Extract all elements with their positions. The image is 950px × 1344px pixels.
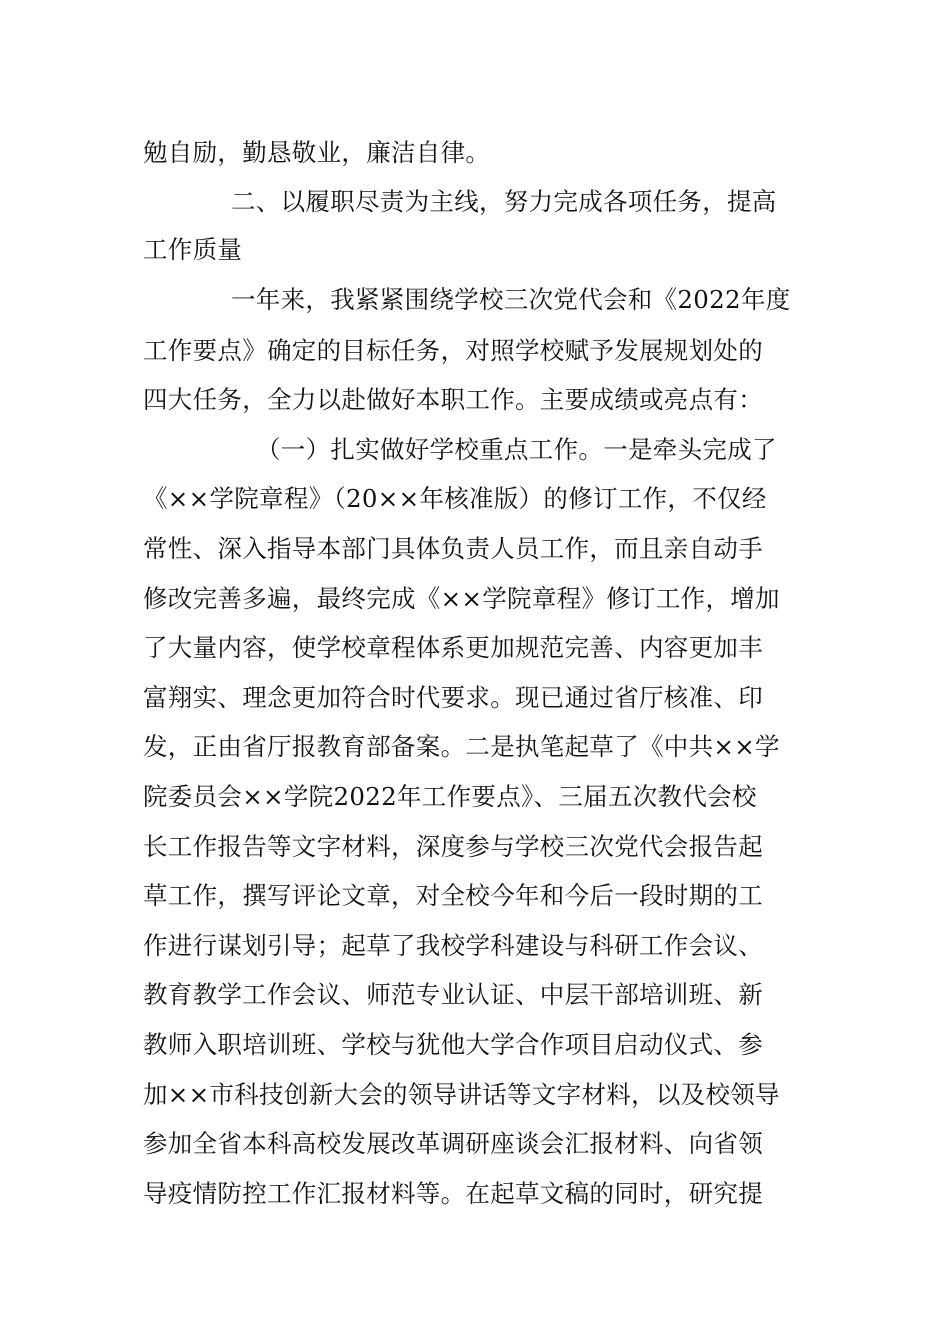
text-line: 常性、深入指导本部门具体负责人员工作，而且亲自动手: [143, 534, 763, 563]
section-heading-continuation: 工作质量: [143, 235, 243, 264]
text-line: 加××市科技创新大会的领导讲话等文字材料，以及校领导: [143, 1080, 780, 1109]
text-line: 富翔实、理念更加符合时代要求。现已通过省厅核准、印: [143, 683, 763, 712]
paragraph-first-line: 一年来，我紧紧围绕学校三次党代会和《2022年度: [231, 285, 791, 314]
section-heading: 二、以履职尽责为主线，努力完成各项任务，提高: [231, 187, 777, 216]
text-line: 工作要点》确定的目标任务，对照学校赋予发展规划处的: [143, 336, 763, 365]
text-line: 四大任务，全力以赴做好本职工作。主要成绩或亮点有：: [143, 385, 763, 414]
text-line: 发，正由省厅报教育部备案。二是执笔起草了《中共××学: [143, 732, 780, 761]
text-line: 院委员会××学院2022年工作要点》、三届五次教代会校: [143, 782, 757, 811]
text-line: 参加全省本科高校发展改革调研座谈会汇报材料、向省领: [143, 1129, 763, 1158]
text-line: 教师入职培训班、学校与犹他大学合作项目启动仪式、参: [143, 1030, 763, 1059]
text-line: 作进行谋划引导；起草了我校学科建设与科研工作会议、: [143, 931, 763, 960]
text-line: 了大量内容，使学校章程体系更加规范完善、内容更加丰: [143, 633, 763, 662]
text-line: 草工作，撰写评论文章，对全校今年和今后一段时期的工: [143, 881, 763, 910]
text-line: 教育教学工作会议、师范专业认证、中层干部培训班、新: [143, 980, 763, 1009]
text-line: 勉自励，勤恳敬业，廉洁自律。: [143, 138, 491, 167]
text-line: 长工作报告等文字材料，深度参与学校三次党代会报告起: [143, 832, 763, 861]
text-line: 导疫情防控工作汇报材料等。在起草文稿的同时，研究提: [143, 1179, 763, 1208]
subsection-first-line: （一）扎实做好学校重点工作。一是牵头完成了: [256, 435, 777, 464]
text-line: 《××学院章程》（20××年核准版）的修订工作，不仅经: [143, 484, 767, 513]
text-line: 修改完善多遍，最终完成《××学院章程》修订工作，增加: [143, 584, 780, 613]
